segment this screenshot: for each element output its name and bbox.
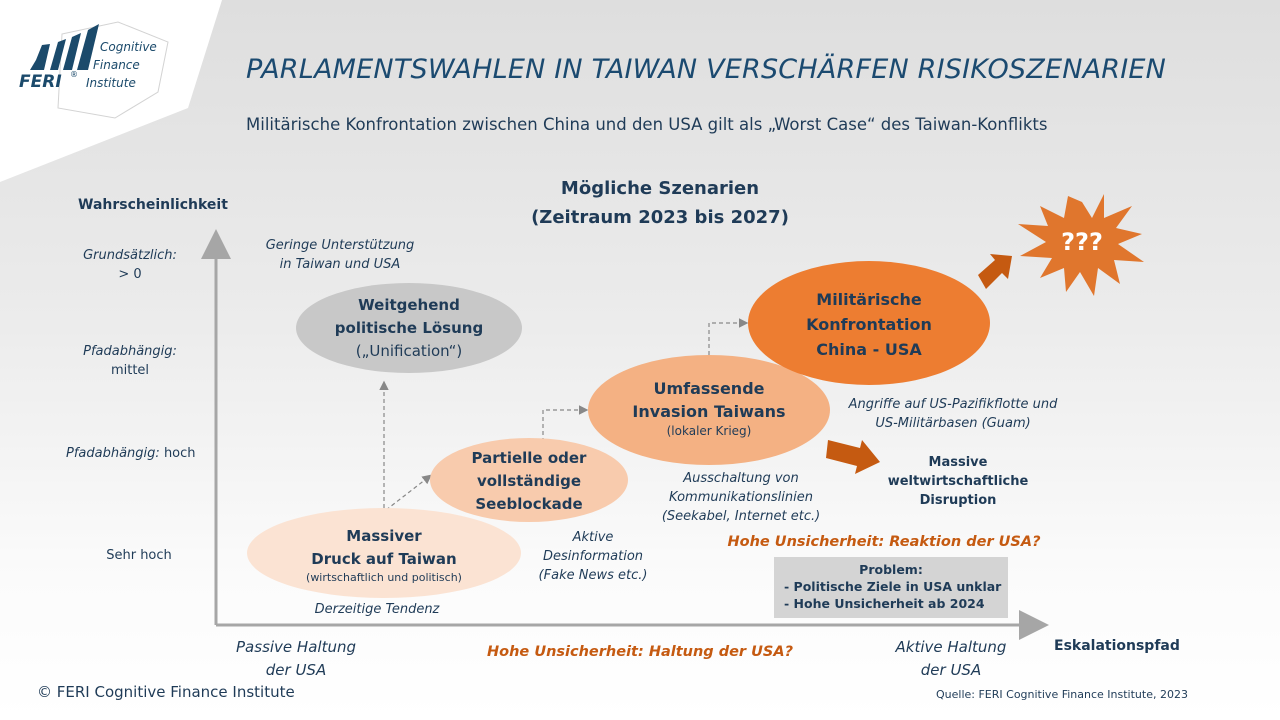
logo-brand: FERI — [19, 72, 62, 92]
dashed-arrow-to-blockade — [386, 476, 430, 510]
page-subtitle: Militärische Konfrontation zwischen China und den USA gilt als „Worst Case“ des Taiwan-Konflikts — [246, 115, 1048, 134]
y-axis-label: Wahrscheinlichkeit — [78, 197, 228, 213]
arrow-to-disruption-icon — [826, 440, 880, 474]
y-level-3: Pfadabhängig: hoch — [66, 446, 196, 461]
scenario-blockade: Partielle oder vollständige Seeblockade — [471, 449, 587, 513]
scenario-unification: Weitgehend politische Lösung („Unification“) — [334, 296, 484, 360]
note-reaction: Hohe Unsicherheit: Reaktion der USA? — [727, 534, 1041, 550]
note-disinfo: Aktive Desinformation (Fake News etc.) — [538, 530, 648, 583]
problem-item: - Hohe Unsicherheit ab 2024 — [784, 596, 985, 611]
y-level-1: Grundsätzlich: > 0 — [83, 248, 177, 282]
x-uncertainty: Hohe Unsicherheit: Haltung der USA? — [487, 644, 793, 660]
x-left-label: Passive Haltung der USA — [236, 638, 356, 679]
scenario-confrontation: Militärische Konfrontation China - USA — [806, 290, 932, 359]
scenario-pressure: Massiver Druck auf Taiwan (wirtschaftlich und politisch) — [306, 527, 462, 584]
scenario-invasion: Umfassende Invasion Taiwans (lokaler Krieg) — [632, 379, 786, 438]
note-comms: Ausschaltung von Kommunikationslinien (Seekabel, Internet etc.) — [661, 471, 821, 524]
source: Quelle: FERI Cognitive Finance Institute, 2023 — [936, 688, 1188, 701]
logo-reg: ® — [70, 70, 78, 79]
dashed-arrow-to-confrontation — [709, 323, 746, 355]
copyright: © FERI Cognitive Finance Institute — [37, 683, 295, 701]
heading-line1: Mögliche Szenarien — [560, 178, 760, 199]
unknown-label: ??? — [1061, 228, 1103, 256]
scenarios-heading — [531, 174, 789, 232]
note-disruption: Massive weltwirtschaftliche Disruption — [887, 455, 1029, 508]
x-axis-label: Eskalationspfad — [1054, 638, 1180, 654]
logo-line2: Finance — [93, 58, 140, 72]
problem-item: - Politische Ziele in USA unklar — [784, 579, 1002, 594]
problem-title: Problem: — [859, 562, 923, 577]
logo-line3: Institute — [86, 76, 136, 90]
dashed-arrow-to-invasion — [543, 410, 586, 442]
heading-line2: (Zeitraum 2023 bis 2027) — [531, 207, 789, 228]
page-title: PARLAMENTSWAHLEN IN TAIWAN VERSCHÄRFEN RISIKOSZENARIEN — [246, 54, 1167, 85]
x-right-label: Aktive Haltung der USA — [895, 638, 1007, 679]
y-level-2: Pfadabhängig: mittel — [83, 344, 177, 378]
arrow-to-unknown-icon — [978, 254, 1012, 289]
y-level-4: Sehr hoch — [106, 548, 172, 563]
note-attacks: Angriffe auf US-Pazifikflotte und US-Militärbasen (Guam) — [848, 397, 1058, 431]
logo-line1: Cognitive — [100, 40, 157, 54]
note-support: Geringe Unterstützung in Taiwan und USA — [265, 238, 415, 272]
note-trend: Derzeitige Tendenz — [314, 602, 440, 617]
problem-box — [774, 557, 1008, 618]
